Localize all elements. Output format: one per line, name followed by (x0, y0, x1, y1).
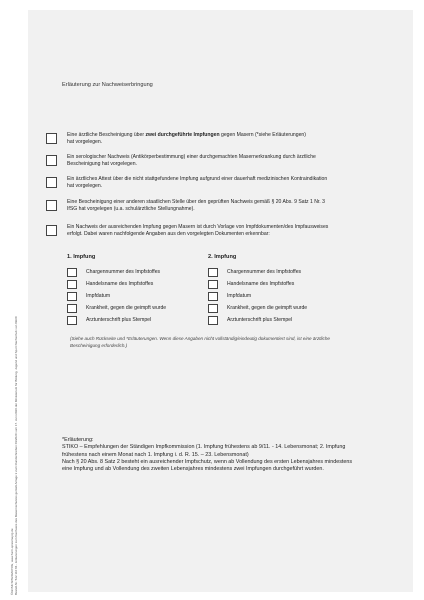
option-text-line: Bescheinigung hat vorgelegen. (67, 161, 137, 168)
option-text-part: gegen Masern (*siehe Erläuterungen) (219, 132, 306, 138)
checkbox[interactable] (208, 280, 218, 289)
explanation-line: Nach § 20 Abs. 8 Satz 2 besteht ein ausreichender Impfschutz, wenn ab Vollendung des ersten Lebensjahres mindestens (62, 458, 353, 465)
checkbox[interactable] (208, 316, 218, 325)
checkbox[interactable] (67, 304, 77, 313)
explanation-line: eine Impfung und ab Vollendung des zweiten Lebensjahres mindestens zwei Impfungen durchgeführt wurden. (62, 466, 324, 473)
check-label: Chargennummer des Impfstoffes (86, 269, 161, 275)
second-vaccination-item (208, 302, 338, 314)
option-serological-proof (46, 154, 382, 169)
option-text-line: Ein Nachweis der ausreichenden Impfung gegen Masern ist durch Vorlage von Impfdokumenten/des Impfausweises (67, 224, 329, 230)
check-label: Handelsname des Impfstoffes (227, 281, 295, 287)
second-vaccination-title: 2. Impfung (208, 254, 237, 260)
option-text-part: Eine ärztliche Bescheinigung über (67, 132, 146, 138)
option-text (67, 154, 377, 169)
option-text (67, 176, 377, 191)
option-text (67, 132, 377, 147)
option-text-line: Ein serologischer Nachweis (Antikörperbestimmung) einer durchgemachten Masernerkrankung durch ärztliche (67, 154, 316, 160)
note-line: (Siehe auch Rückseite und *Erläuterungen. Wenn diese Angaben nicht vollständig/eindeutig dokumentiert sind, ist eine ärztliche (70, 336, 330, 341)
option-text-line: erfolgt. Dabei waren nachfolgende Angaben aus den vorgelegten Dokumenten erkennbar: (67, 231, 270, 238)
second-vaccination-checklist (208, 254, 338, 326)
option-text (67, 224, 377, 239)
second-vaccination-item (208, 278, 338, 290)
check-label: Impfdatum (227, 293, 252, 299)
explanation-line: frühestens nach einem Monat nach 1. Impfung i. d. R. 15. – 23. Lebensmonat) (62, 451, 249, 458)
checkbox[interactable] (208, 304, 218, 313)
check-label: Arztunterschrift plus Stempel (86, 317, 152, 323)
documentation-note (70, 336, 384, 349)
option-state-authority-certificate (46, 199, 382, 214)
first-vaccination-item (67, 278, 197, 290)
first-vaccination-item (67, 266, 197, 278)
check-label: Handelsname des Impfstoffes (86, 281, 154, 287)
check-label: Krankheit, gegen die geimpft wurde (227, 305, 308, 311)
checkbox[interactable] (46, 200, 57, 211)
note-line: Bescheinigung erforderlich.) (70, 342, 128, 348)
side-text-line: Bestell-Nr. 522 110 84 - Erläuterungen zum Nachweis des Masernschutzes gemäß Anlage 3 zum Rundschreiben 03/2020 vom 17. Juni 2020 der Ministerium für Bildung, Jugend und Sport Nachschub von 09/20 (14, 316, 18, 595)
checkbox[interactable] (67, 292, 77, 301)
checkbox[interactable] (46, 177, 57, 188)
check-label: Impfdatum (86, 293, 111, 299)
check-label: Arztunterschrift plus Stempel (227, 317, 293, 323)
option-medical-contraindication (46, 176, 382, 191)
option-text (67, 199, 377, 214)
option-text-line: IfSG hat vorgelegen (u.a. schulärztliche Stellungnahme). (67, 206, 195, 213)
option-text-line: hat vorgelegen. (67, 183, 103, 190)
checkbox[interactable] (208, 292, 218, 301)
first-vaccination-checklist (67, 254, 197, 326)
checkbox[interactable] (208, 268, 218, 277)
first-vaccination-item (67, 290, 197, 302)
explanation-line: STIKO – Empfehlungen der Ständigen Impfkommission (1. Impfung frühestens ab 9/11. - 14. Lebensmonat; 2. Impfung (62, 444, 346, 451)
check-label: Chargennummer des Impfstoffes (227, 269, 302, 275)
document-title: Erläuterung zur Nachweiserbringung (62, 82, 153, 88)
check-label: Krankheit, gegen die geimpft wurde (86, 305, 167, 311)
explanation-section (62, 437, 389, 473)
second-vaccination-item (208, 266, 338, 278)
option-text-line: hat vorgelegen. (67, 139, 103, 146)
first-vaccination-item (67, 302, 197, 314)
option-two-vaccinations (46, 132, 382, 147)
first-vaccination-item (67, 314, 197, 326)
option-bold-text: zwei durchgeführte Impfungen (145, 132, 220, 138)
option-vaccination-documents (46, 224, 382, 239)
second-vaccination-item (208, 314, 338, 326)
checkbox[interactable] (67, 316, 77, 325)
option-text-line: Eine Bescheinigung einer anderen staatlichen Stelle über den geprüften Nachweis gemäß § 20 Abs. 9 Satz 1 Nr. 3 (67, 199, 325, 205)
explanation-heading: *Erläuterung: (62, 437, 94, 443)
side-text-line: ©GDSK SPIESMAYRG, www.form-spiesmayrg.de (10, 528, 14, 595)
first-vaccination-title: 1. Impfung (67, 254, 96, 260)
vertical-order-info (10, 263, 18, 595)
second-vaccination-item (208, 290, 338, 302)
checkbox[interactable] (67, 280, 77, 289)
option-text-line: Ein ärztliches Attest über die nicht stattgefundene Impfung aufgrund einer dauerhaft medizinischen Kontraindikation (67, 176, 328, 182)
checkbox[interactable] (46, 133, 57, 144)
checkbox[interactable] (67, 268, 77, 277)
checkbox[interactable] (46, 225, 57, 236)
checkbox[interactable] (46, 155, 57, 166)
